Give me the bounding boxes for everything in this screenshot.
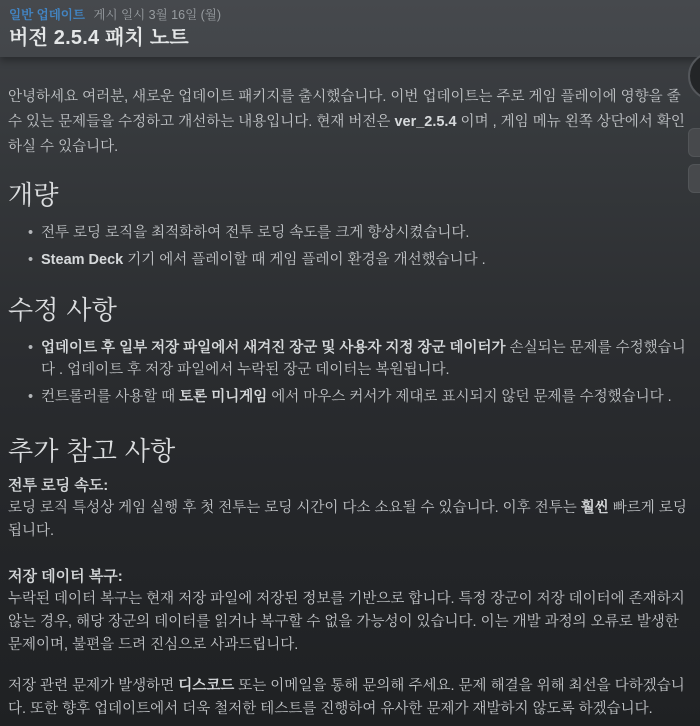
text-run: 전투 로딩 로직을 최적화하여 전투 로딩 속도를 크게 향상시켰습니다. (41, 225, 470, 241)
list-item (8, 386, 692, 408)
event-type-label[interactable]: 일반 업데이트 (9, 8, 85, 22)
post-header (0, 0, 700, 57)
list-item (8, 222, 692, 244)
note-label: 전투 로딩 속도: (8, 477, 109, 494)
text-run: 컨트롤러를 사용할 때 (41, 389, 180, 405)
edge-button-top[interactable] (688, 128, 700, 157)
note-save-data-recovery (8, 565, 692, 657)
note-label: 저장 데이터 복구: (8, 568, 123, 585)
section-heading-improvements: 개량 (8, 180, 59, 210)
fixes-list (8, 337, 692, 408)
bold-text-run: 업데이트 후 일부 저장 파일에서 새겨진 장군 및 사용자 지정 장군 데이터가 (41, 340, 506, 356)
note-battle-loading-speed (8, 474, 692, 543)
text-run: 저장 관련 문제가 발생하면 (8, 678, 179, 694)
list-item (8, 249, 692, 271)
post-date: 게시 일시 3월 16일 (월) (93, 8, 222, 22)
bold-text-run: ver_2.5.4 (394, 114, 457, 130)
list-item (8, 337, 692, 381)
section-heading-additional-notes: 추가 참고 사항 (8, 436, 176, 466)
bold-text-run: 훨씬 (580, 500, 609, 516)
bold-text-run: Steam Deck (41, 252, 124, 268)
text-run: 손실되는 문제를 수정했습니다 . 업데이트 후 저장 파일에서 누락된 장군 데이터는 복원됩니다. (41, 340, 686, 378)
text-run: 기기 에서 플레이할 때 게임 플레이 환경을 개선했습니다 . (123, 252, 486, 268)
bold-text-run: 디스코드 (178, 678, 235, 694)
post-body (0, 57, 700, 721)
post-title: 버전 2.5.4 패치 노트 (9, 27, 189, 49)
intro-paragraph (8, 85, 692, 160)
note-text (8, 588, 692, 657)
bold-text-run: 토론 미니게임 (179, 389, 268, 405)
post-meta-row (9, 7, 691, 23)
improvements-list (8, 222, 692, 271)
text-run: 빠르게 로딩됩니다. (8, 500, 687, 539)
text-run: 누락된 데이터 복구는 현재 저장 파일에 저장된 정보를 기반으로 합니다. 특정 장군이 저장 데이터에 존재하지 않는 경우, 해당 장군의 데이터를 읽거나 복구할 수 없을 가능성이 있습니다. 이는 개발 과정의 오류로 발생한 문제이며, 불편을 드려 진심으로 사과드립니다. (8, 591, 685, 653)
text-run: 로딩 로직 특성상 게임 실행 후 첫 전투는 로딩 시간이 다소 소요될 수 있습니다. 이후 전투는 (8, 500, 581, 516)
text-run: 안녕하세요 여러분, 새로운 업데이트 패키지를 출시했습니다. 이번 업데이트는 주로 게임 플레이에 영향을 줄 수 있는 문제들을 수정하고 개선하는 내용입니다. 현재 버전은 (8, 89, 681, 130)
section-heading-fixes: 수정 사항 (8, 295, 118, 325)
edge-button-bottom[interactable] (688, 164, 700, 193)
text-run: 이며 , 게임 메뉴 왼쪽 상단에서 확인하실 수 있습니다. (8, 114, 685, 155)
text-run: 에서 마우스 커서가 제대로 표시되지 않던 문제를 수정했습니다 . (267, 389, 672, 405)
note-text (8, 497, 692, 543)
closing-paragraph (8, 675, 692, 721)
text-run: 또는 이메일을 통해 문의해 주세요. 문제 해결을 위해 최선을 다하겠습니다. 또한 향후 업데이트에서 더욱 철저한 테스트를 진행하여 유사한 문제가 재발하지 않도록 하겠습니다. (8, 678, 685, 717)
